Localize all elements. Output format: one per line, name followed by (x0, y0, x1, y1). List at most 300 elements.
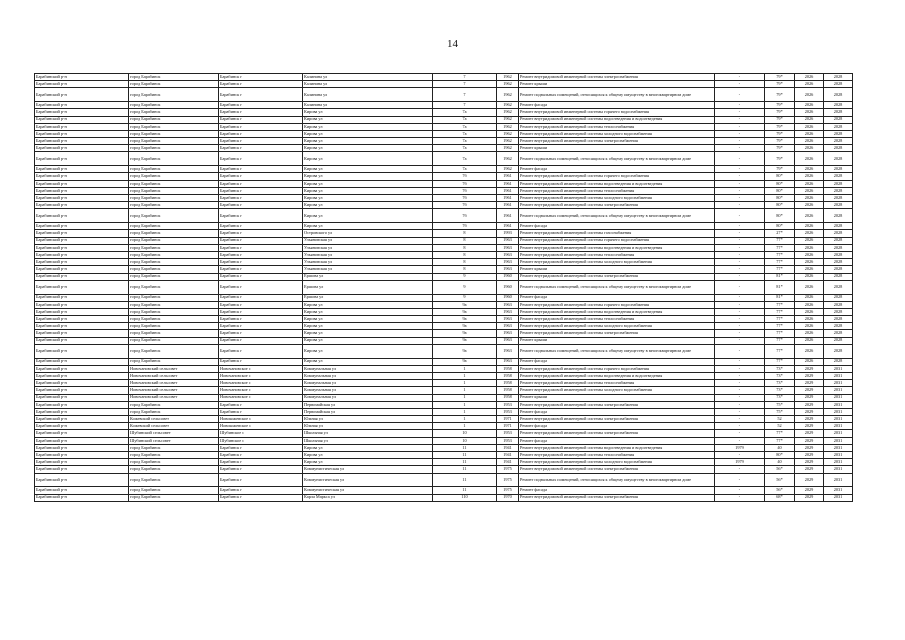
prior-repair-year-cell: - (715, 316, 765, 323)
settlement-cell: Барабинск г (219, 74, 303, 81)
table-body (35, 74, 853, 502)
municipality-cell: город Барабинск (129, 487, 219, 494)
end-year-cell: 2028 (824, 138, 853, 145)
settlement-cell: Барабинск г (219, 401, 303, 408)
prior-repair-year-cell: - (715, 152, 765, 166)
house-number-cell: 7 (433, 81, 497, 88)
table-row (35, 294, 853, 301)
table-row (35, 459, 853, 466)
end-year-cell: 2028 (824, 173, 853, 180)
settlement-cell: Барабинск г (219, 223, 303, 230)
work-type-cell: Ремонт фасада (519, 408, 715, 415)
settlement-cell: Барабинск г (219, 330, 303, 337)
end-year-cell: 2028 (824, 109, 853, 116)
wear-percent-cell: 79* (765, 109, 795, 116)
work-type-cell: Ремонт внутридомовой инженерной системы горячего водоснабжения (519, 365, 715, 372)
municipality-cell: город Барабинск (129, 237, 219, 244)
start-year-cell: 2026 (795, 187, 824, 194)
prior-repair-year-cell: - (715, 173, 765, 180)
end-year-cell: 2031 (824, 394, 853, 401)
municipality-cell: город Барабинск (129, 116, 219, 123)
table-row (35, 266, 853, 273)
table-row (35, 408, 853, 415)
house-number-cell: 7а (433, 166, 497, 173)
table-row (35, 372, 853, 379)
municipality-cell: город Барабинск (129, 273, 219, 280)
table-row (35, 251, 853, 258)
house-number-cell: 7б (433, 180, 497, 187)
municipality-cell: город Барабинск (129, 337, 219, 344)
district-cell: Барабинский р-н (35, 487, 129, 494)
municipality-cell: Новочановский сельсовет (129, 372, 219, 379)
house-number-cell: 7 (433, 88, 497, 102)
municipality-cell: город Барабинск (129, 408, 219, 415)
build-year-cell: 1962 (497, 166, 519, 173)
settlement-cell: Барабинск г (219, 209, 303, 223)
end-year-cell: 2028 (824, 316, 853, 323)
build-year-cell: 1961 (497, 202, 519, 209)
district-cell: Барабинский р-н (35, 180, 129, 187)
district-cell: Барабинский р-н (35, 344, 129, 358)
prior-repair-year-cell: 1979 (715, 459, 765, 466)
wear-percent-cell: 77* (765, 251, 795, 258)
build-year-cell: 1975 (497, 487, 519, 494)
settlement-cell: Барабинск г (219, 408, 303, 415)
settlement-cell: Барабинск г (219, 237, 303, 244)
district-cell: Барабинский р-н (35, 138, 129, 145)
end-year-cell: 2028 (824, 230, 853, 237)
street-cell: Карла Маркса ул (303, 494, 433, 501)
wear-percent-cell: 40 (765, 444, 795, 451)
house-number-cell: 1 (433, 401, 497, 408)
district-cell: Барабинский р-н (35, 394, 129, 401)
house-number-cell: 7а (433, 145, 497, 152)
prior-repair-year-cell: - (715, 408, 765, 415)
house-number-cell: 8 (433, 266, 497, 273)
municipality-cell: город Барабинск (129, 138, 219, 145)
work-type-cell: Ремонт внутридомовой инженерной системы холодного водоснабжения (519, 195, 715, 202)
district-cell: Барабинский р-н (35, 358, 129, 365)
table-row (35, 466, 853, 473)
build-year-cell: 1963 (497, 358, 519, 365)
start-year-cell: 2026 (795, 301, 824, 308)
prior-repair-year-cell: - (715, 166, 765, 173)
end-year-cell: 2031 (824, 423, 853, 430)
house-number-cell: 10 (433, 430, 497, 437)
wear-percent-cell: 56* (765, 473, 795, 487)
street-cell: Ульяновская ул (303, 259, 433, 266)
municipality-cell: Шубинский сельсовет (129, 437, 219, 444)
street-cell: Ершова ул (303, 294, 433, 301)
prior-repair-year-cell: - (715, 394, 765, 401)
build-year-cell: 1961 (497, 195, 519, 202)
build-year-cell: 1960 (497, 294, 519, 301)
build-year-cell: 1975 (497, 466, 519, 473)
table-row (35, 394, 853, 401)
start-year-cell: 2026 (795, 230, 824, 237)
district-cell: Барабинский р-н (35, 166, 129, 173)
work-type-cell: Ремонт внутридомовой инженерной системы теплоснабжения (519, 380, 715, 387)
prior-repair-year-cell: - (715, 294, 765, 301)
street-cell: Кирова ул (303, 308, 433, 315)
work-type-cell: Ремонт внутридомовой инженерной системы электроснабжения (519, 202, 715, 209)
table-row (35, 152, 853, 166)
start-year-cell: 2029 (795, 387, 824, 394)
work-type-cell: Ремонт фасада (519, 294, 715, 301)
end-year-cell: 2031 (824, 487, 853, 494)
start-year-cell: 2029 (795, 416, 824, 423)
district-cell: Барабинский р-н (35, 473, 129, 487)
work-type-cell: Ремонт внутридомовой инженерной системы электроснабжения (519, 466, 715, 473)
municipality-cell: город Барабинск (129, 74, 219, 81)
work-type-cell: Ремонт внутридомовой инженерной системы холодного водоснабжения (519, 323, 715, 330)
start-year-cell: 2026 (795, 74, 824, 81)
prior-repair-year-cell: - (715, 330, 765, 337)
end-year-cell: 2031 (824, 408, 853, 415)
district-cell: Барабинский р-н (35, 251, 129, 258)
house-number-cell: 9 (433, 294, 497, 301)
prior-repair-year-cell: - (715, 251, 765, 258)
build-year-cell: 1963 (497, 316, 519, 323)
build-year-cell: 1941 (497, 444, 519, 451)
prior-repair-year-cell: - (715, 494, 765, 501)
wear-percent-cell: 79* (765, 145, 795, 152)
district-cell: Барабинский р-н (35, 408, 129, 415)
prior-repair-year-cell: - (715, 109, 765, 116)
build-year-cell: 1962 (497, 102, 519, 109)
prior-repair-year-cell: - (715, 123, 765, 130)
wear-percent-cell: 40 (765, 459, 795, 466)
street-cell: Кирова ул (303, 316, 433, 323)
build-year-cell: 1993 (497, 230, 519, 237)
street-cell: Ульяновская ул (303, 237, 433, 244)
start-year-cell: 2026 (795, 337, 824, 344)
start-year-cell: 2026 (795, 180, 824, 187)
start-year-cell: 2026 (795, 209, 824, 223)
table-row (35, 273, 853, 280)
house-number-cell: 7б (433, 173, 497, 180)
end-year-cell: 2028 (824, 280, 853, 294)
prior-repair-year-cell: - (715, 365, 765, 372)
start-year-cell: 2029 (795, 372, 824, 379)
table-row (35, 280, 853, 294)
prior-repair-year-cell: - (715, 301, 765, 308)
house-number-cell: 7а (433, 123, 497, 130)
work-type-cell: Ремонт внутридомовой инженерной системы водоотведения и водоотведения (519, 372, 715, 379)
build-year-cell: 1953 (497, 408, 519, 415)
prior-repair-year-cell: - (715, 416, 765, 423)
district-cell: Барабинский р-н (35, 466, 129, 473)
settlement-cell: Барабинск г (219, 323, 303, 330)
start-year-cell: 2026 (795, 123, 824, 130)
street-cell: Кирова ул (303, 152, 433, 166)
district-cell: Барабинский р-н (35, 280, 129, 294)
table-row (35, 430, 853, 437)
wear-percent-cell: 73* (765, 365, 795, 372)
district-cell: Барабинский р-н (35, 330, 129, 337)
start-year-cell: 2029 (795, 452, 824, 459)
build-year-cell: 1963 (497, 330, 519, 337)
house-number-cell: 1 (433, 408, 497, 415)
house-number-cell: 9а (433, 330, 497, 337)
settlement-cell: Барабинск г (219, 452, 303, 459)
table-row (35, 437, 853, 444)
build-year-cell: 1963 (497, 308, 519, 315)
district-cell: Барабинский р-н (35, 230, 129, 237)
table-row (35, 259, 853, 266)
wear-percent-cell: 73* (765, 372, 795, 379)
district-cell: Барабинский р-н (35, 88, 129, 102)
table-row (35, 301, 853, 308)
prior-repair-year-cell: - (715, 487, 765, 494)
build-year-cell: 1975 (497, 473, 519, 487)
street-cell: Кирова ул (303, 209, 433, 223)
wear-percent-cell: 79* (765, 102, 795, 109)
municipality-cell: Новочановский сельсовет (129, 394, 219, 401)
prior-repair-year-cell: - (715, 130, 765, 137)
house-number-cell: 7б (433, 209, 497, 223)
prior-repair-year-cell: - (715, 187, 765, 194)
settlement-cell: Барабинск г (219, 102, 303, 109)
work-type-cell: Ремонт фасада (519, 102, 715, 109)
house-number-cell: 11 (433, 459, 497, 466)
wear-percent-cell: 79* (765, 166, 795, 173)
end-year-cell: 2028 (824, 102, 853, 109)
municipality-cell: город Барабинск (129, 202, 219, 209)
build-year-cell: 1962 (497, 130, 519, 137)
table-row (35, 244, 853, 251)
settlement-cell: Новочановское с (219, 387, 303, 394)
build-year-cell: 1958 (497, 372, 519, 379)
settlement-cell: Барабинск г (219, 444, 303, 451)
prior-repair-year-cell: - (715, 473, 765, 487)
house-number-cell: 7 (433, 102, 497, 109)
street-cell: Кирова ул (303, 452, 433, 459)
street-cell: Первомайская ул (303, 408, 433, 415)
build-year-cell: 1962 (497, 123, 519, 130)
start-year-cell: 2029 (795, 365, 824, 372)
start-year-cell: 2026 (795, 308, 824, 315)
house-number-cell: 1 (433, 394, 497, 401)
district-cell: Барабинский р-н (35, 244, 129, 251)
end-year-cell: 2031 (824, 416, 853, 423)
prior-repair-year-cell: - (715, 280, 765, 294)
work-type-cell: Ремонт внутридомовой инженерной системы водоотведения и водоотведения (519, 180, 715, 187)
work-type-cell: Ремонт крыши (519, 266, 715, 273)
district-cell: Барабинский р-н (35, 130, 129, 137)
street-cell: Коммунальная ул (303, 394, 433, 401)
table-row (35, 230, 853, 237)
end-year-cell: 2028 (824, 337, 853, 344)
end-year-cell: 2028 (824, 251, 853, 258)
house-number-cell: 7б (433, 187, 497, 194)
street-cell: Ершова ул (303, 273, 433, 280)
district-cell: Барабинский р-н (35, 323, 129, 330)
wear-percent-cell: 80* (765, 187, 795, 194)
district-cell: Барабинский р-н (35, 423, 129, 430)
table-row (35, 444, 853, 451)
prior-repair-year-cell: - (715, 437, 765, 444)
table-row (35, 337, 853, 344)
district-cell: Барабинский р-н (35, 145, 129, 152)
street-cell: Кирова ул (303, 123, 433, 130)
settlement-cell: Барабинск г (219, 173, 303, 180)
build-year-cell: 1971 (497, 423, 519, 430)
settlement-cell: Барабинск г (219, 294, 303, 301)
table-row (35, 387, 853, 394)
wear-percent-cell: 79* (765, 81, 795, 88)
build-year-cell: 1963 (497, 323, 519, 330)
work-type-cell: Ремонт внутридомовой инженерной системы электроснабжения (519, 430, 715, 437)
street-cell: Кирова ул (303, 301, 433, 308)
wear-percent-cell: 77* (765, 323, 795, 330)
prior-repair-year-cell: - (715, 202, 765, 209)
wear-percent-cell: 56* (765, 466, 795, 473)
end-year-cell: 2028 (824, 116, 853, 123)
municipality-cell: город Барабинск (129, 102, 219, 109)
work-type-cell: Ремонт крыши (519, 81, 715, 88)
start-year-cell: 2029 (795, 473, 824, 487)
street-cell: Калинина ул (303, 81, 433, 88)
start-year-cell: 2029 (795, 380, 824, 387)
house-number-cell: 110 (433, 494, 497, 501)
municipality-cell: город Барабинск (129, 444, 219, 451)
table-row (35, 494, 853, 501)
start-year-cell: 2026 (795, 202, 824, 209)
district-cell: Барабинский р-н (35, 173, 129, 180)
municipality-cell: город Барабинск (129, 195, 219, 202)
table-row (35, 358, 853, 365)
start-year-cell: 2029 (795, 466, 824, 473)
house-number-cell: 9 (433, 280, 497, 294)
wear-percent-cell: 79* (765, 116, 795, 123)
district-cell: Барабинский р-н (35, 223, 129, 230)
street-cell: Южная ул (303, 416, 433, 423)
district-cell: Барабинский р-н (35, 416, 129, 423)
table-row (35, 487, 853, 494)
start-year-cell: 2026 (795, 130, 824, 137)
table-row (35, 81, 853, 88)
repair-schedule-table (34, 73, 853, 502)
build-year-cell: 1960 (497, 280, 519, 294)
municipality-cell: Кожевский сельсовет (129, 416, 219, 423)
end-year-cell: 2031 (824, 380, 853, 387)
end-year-cell: 2028 (824, 145, 853, 152)
street-cell: Коммунистическая ул (303, 466, 433, 473)
street-cell: Ульяновская ул (303, 244, 433, 251)
municipality-cell: город Барабинск (129, 166, 219, 173)
settlement-cell: Барабинск г (219, 266, 303, 273)
house-number-cell: 1 (433, 380, 497, 387)
build-year-cell: 1961 (497, 173, 519, 180)
table-row (35, 416, 853, 423)
end-year-cell: 2028 (824, 130, 853, 137)
house-number-cell: 10 (433, 437, 497, 444)
table-row (35, 452, 853, 459)
settlement-cell: Барабинск г (219, 466, 303, 473)
table-row (35, 316, 853, 323)
start-year-cell: 2029 (795, 423, 824, 430)
settlement-cell: Барабинск г (219, 88, 303, 102)
table-row (35, 308, 853, 315)
street-cell: Кирова ул (303, 444, 433, 451)
wear-percent-cell: 77* (765, 358, 795, 365)
end-year-cell: 2028 (824, 266, 853, 273)
municipality-cell: город Барабинск (129, 266, 219, 273)
work-type-cell: Ремонт фасада (519, 358, 715, 365)
prior-repair-year-cell: - (715, 273, 765, 280)
start-year-cell: 2026 (795, 81, 824, 88)
end-year-cell: 2028 (824, 323, 853, 330)
district-cell: Барабинский р-н (35, 494, 129, 501)
district-cell: Барабинский р-н (35, 372, 129, 379)
district-cell: Барабинский р-н (35, 152, 129, 166)
wear-percent-cell: 75* (765, 408, 795, 415)
table-row (35, 88, 853, 102)
district-cell: Барабинский р-н (35, 237, 129, 244)
table-row (35, 365, 853, 372)
district-cell: Барабинский р-н (35, 209, 129, 223)
district-cell: Барабинский р-н (35, 365, 129, 372)
start-year-cell: 2026 (795, 195, 824, 202)
wear-percent-cell: 77* (765, 259, 795, 266)
table-row (35, 473, 853, 487)
house-number-cell: 11 (433, 452, 497, 459)
municipality-cell: город Барабинск (129, 180, 219, 187)
start-year-cell: 2026 (795, 116, 824, 123)
street-cell: Кирова ул (303, 323, 433, 330)
build-year-cell: 1962 (497, 145, 519, 152)
district-cell: Барабинский р-н (35, 444, 129, 451)
work-type-cell: Ремонт внутридомовой инженерной системы теплоснабжения (519, 123, 715, 130)
settlement-cell: Барабинск г (219, 301, 303, 308)
settlement-cell: Барабинск г (219, 344, 303, 358)
prior-repair-year-cell: - (715, 88, 765, 102)
street-cell: Калинина ул (303, 88, 433, 102)
municipality-cell: город Барабинск (129, 401, 219, 408)
street-cell: Коммунальная ул (303, 372, 433, 379)
build-year-cell: 1962 (497, 88, 519, 102)
start-year-cell: 2029 (795, 487, 824, 494)
house-number-cell: 9 (433, 273, 497, 280)
municipality-cell: город Барабинск (129, 344, 219, 358)
start-year-cell: 2026 (795, 244, 824, 251)
district-cell: Барабинский р-н (35, 316, 129, 323)
district-cell: Барабинский р-н (35, 109, 129, 116)
start-year-cell: 2026 (795, 237, 824, 244)
house-number-cell: 7б (433, 195, 497, 202)
house-number-cell: 7а (433, 109, 497, 116)
work-type-cell: Ремонт внутридомовой инженерной системы теплоснабжения (519, 316, 715, 323)
prior-repair-year-cell: - (715, 223, 765, 230)
street-cell: Коммунистическая ул (303, 473, 433, 487)
end-year-cell: 2031 (824, 365, 853, 372)
end-year-cell: 2028 (824, 223, 853, 230)
municipality-cell: город Барабинск (129, 301, 219, 308)
district-cell: Барабинский р-н (35, 259, 129, 266)
district-cell: Барабинский р-н (35, 102, 129, 109)
work-type-cell: Ремонт внутридомовой инженерной системы холодного водоснабжения (519, 259, 715, 266)
build-year-cell: 1962 (497, 109, 519, 116)
build-year-cell: 1963 (497, 237, 519, 244)
district-cell: Барабинский р-н (35, 301, 129, 308)
wear-percent-cell: 56* (765, 487, 795, 494)
build-year-cell: 1958 (497, 365, 519, 372)
wear-percent-cell: 79* (765, 74, 795, 81)
end-year-cell: 2028 (824, 202, 853, 209)
settlement-cell: Барабинск г (219, 195, 303, 202)
municipality-cell: город Барабинск (129, 173, 219, 180)
